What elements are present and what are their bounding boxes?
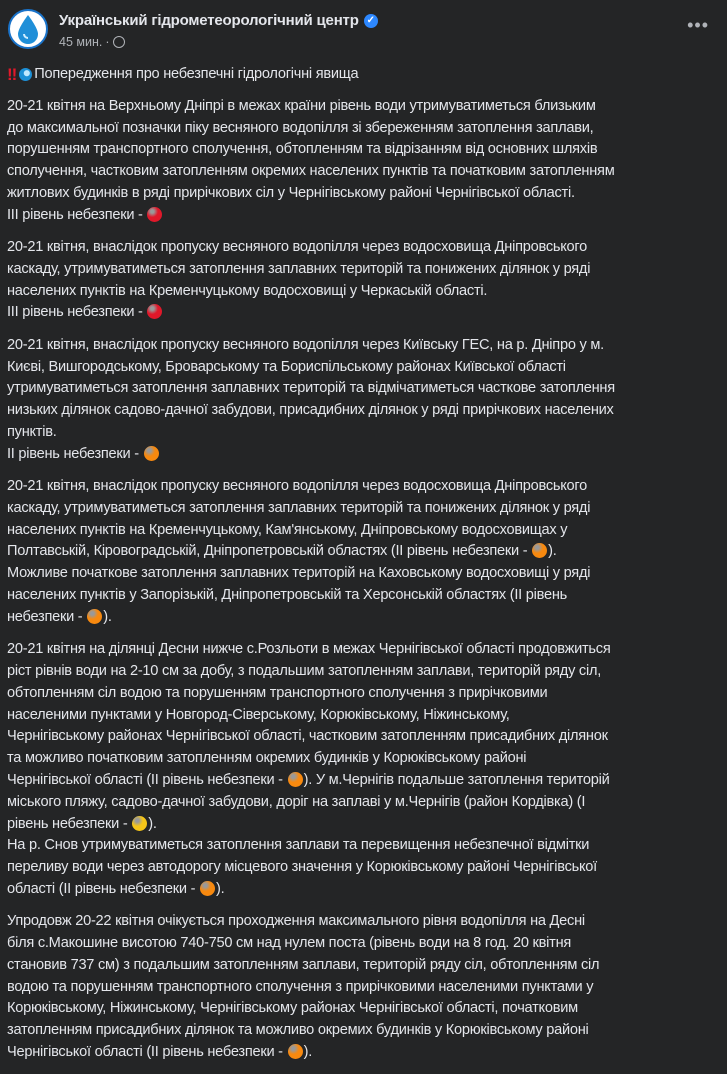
text-line	[7, 400, 722, 422]
text-segment: та можливо початковим затопленням окремих будинків у Корюківському районі	[7, 750, 527, 767]
post-paragraphs	[7, 96, 722, 1064]
red-circle-icon	[147, 304, 162, 319]
text-segment: Упродовж 20-22 квітня очікується проходження максимального рівня водопілля на Десні	[7, 913, 585, 930]
text-line	[7, 879, 722, 901]
text-line	[7, 520, 722, 542]
text-segment: Чернігівському районах Чернігівської області, частковим затопленням присадибних ділянок	[7, 728, 608, 745]
text-line	[7, 911, 722, 933]
text-segment: каскаду, утримуватиметься затоплення заплавних територій та понижених ділянок у ряді	[7, 499, 591, 516]
text-segment: ріст рівнів води на 2-10 см за добу, з подальшим затопленням заплави, територій ряду сіл,	[7, 662, 602, 679]
text-line	[7, 607, 722, 629]
text-segment: області (ІІ рівень небезпеки -	[7, 880, 200, 897]
text-line	[7, 998, 722, 1020]
text-segment: 20-21 квітня, внаслідок пропуску весняного водопілля через водосховища Дніпровського	[7, 478, 588, 495]
text-line	[7, 378, 722, 400]
text-segment: становив 737 см) з подальшим затопленням заплави, територій ряду сіл, обтопленням сіл	[7, 956, 600, 973]
text-segment: населених пунктів на Кременчуцькому, Кам'янському, Дніпровському водосховищах у	[7, 521, 568, 538]
globe-icon	[113, 36, 125, 48]
text-line	[7, 748, 722, 770]
text-segment: низьких ділянок садово-дачної забудови, присадибних ділянок у ряді прирічкових населених	[7, 402, 614, 419]
text-segment: На р. Снов утримуватиметься затоплення заплави та перевищення небезпечної відмітки	[7, 837, 590, 854]
text-line	[7, 498, 722, 520]
text-line	[7, 1020, 722, 1042]
text-line	[7, 977, 722, 999]
text-line	[7, 335, 722, 357]
text-segment: утримуватиметься затоплення заплавних територій та відмічатиметься часткове затоплення	[7, 380, 615, 397]
text-segment: рівень небезпеки -	[7, 815, 132, 832]
text-line	[7, 118, 722, 140]
text-line	[7, 205, 722, 227]
orange-circle-icon	[532, 543, 547, 558]
text-segment: Києві, Вишгородському, Броварському та Бориспільському районах Київської області	[7, 358, 566, 375]
text-line	[7, 302, 722, 324]
text-line	[7, 139, 722, 161]
page-avatar[interactable]	[8, 9, 48, 49]
text-segment: Чернігівської області (ІІ рівень небезпеки -	[7, 1043, 287, 1060]
text-line	[7, 705, 722, 727]
text-line	[7, 835, 722, 857]
text-segment: ).	[148, 815, 157, 832]
post-body	[7, 64, 722, 1074]
text-segment: затопленням присадибних ділянок та можливо окремих будинків у Корюківському районі	[7, 1022, 589, 1039]
text-line	[7, 661, 722, 683]
text-line	[7, 585, 722, 607]
warning-paragraph	[7, 237, 722, 324]
text-segment: 20-21 квітня на ділянці Десни нижче с.Розльоти в межах Чернігівської області продовжиться	[7, 641, 611, 658]
orange-circle-icon	[288, 772, 303, 787]
text-segment: ).	[303, 1043, 313, 1060]
orange-circle-icon	[288, 1044, 303, 1059]
text-line	[7, 814, 722, 836]
text-segment: населених пунктів на Кременчуцькому водосховищі у Черкаській області.	[7, 282, 488, 299]
text-segment: водою та порушенням транспортного сполучення з прирічковими населеними пунктами у	[7, 978, 594, 995]
text-segment: пунктів.	[7, 423, 57, 440]
orange-circle-icon	[200, 881, 215, 896]
text-line	[7, 770, 722, 792]
orange-circle-icon	[87, 609, 102, 624]
water-wave-icon	[19, 68, 32, 81]
red-circle-icon	[147, 207, 162, 222]
text-segment: Можливе початкове затоплення заплавних територій на Каховському водосховищі у ряді	[7, 565, 591, 582]
text-line	[7, 639, 722, 661]
text-line	[7, 422, 722, 444]
meta-separator: ·	[105, 35, 110, 49]
text-segment: ІІІ рівень небезпеки -	[7, 206, 147, 223]
text-segment: 20-21 квітня, внаслідок пропуску весняного водопілля через водосховища Дніпровського	[7, 239, 588, 256]
text-segment: ІІ рівень небезпеки -	[7, 445, 143, 462]
warning-paragraph	[7, 476, 722, 629]
text-line	[7, 541, 722, 563]
text-segment: населеними пунктами у Новгород-Сіверському, Корюківському, Ніжинському,	[7, 706, 510, 723]
text-segment: сполучення, частковим затопленням окремих населених пунктів та початковим затопленням	[7, 163, 615, 180]
text-line	[7, 726, 722, 748]
more-options-button[interactable]: •••	[687, 15, 709, 35]
text-segment: 20-21 квітня на Верхньому Дніпрі в межах країни рівень води утримуватиметься близьким	[7, 97, 596, 114]
text-segment: населених пунктів у Запорізькій, Дніпропетровській та Херсонській областях (ІІ рівень	[7, 587, 567, 604]
post-title	[7, 64, 722, 86]
text-line	[7, 357, 722, 379]
text-line	[7, 933, 722, 955]
warning-paragraph	[7, 335, 722, 466]
text-segment: обтопленням сіл водою та порушенням транспортного сполучення з прирічковими	[7, 684, 548, 701]
page-name-link[interactable]	[59, 12, 378, 29]
text-segment: Полтавській, Кіровоградській, Дніпропетровській областях (ІІ рівень небезпеки -	[7, 543, 532, 560]
text-line	[7, 683, 722, 705]
text-line	[7, 857, 722, 879]
text-line	[7, 955, 722, 977]
text-line	[7, 161, 722, 183]
post-meta	[59, 35, 125, 49]
text-segment: ). У м.Чернігів подальше затоплення територій	[303, 771, 610, 788]
text-segment: ).	[103, 608, 112, 625]
text-line	[7, 281, 722, 303]
post-header	[0, 0, 727, 62]
post-title-text: Попередження про небезпечні гідрологічні явища	[34, 66, 359, 82]
orange-circle-icon	[144, 446, 159, 461]
post-time[interactable]: 45 мин.	[59, 35, 103, 49]
text-segment: міського пляжу, садово-дачної забудови, доріг на заплаві у м.Чернігів (район Кордівка) (І	[7, 793, 586, 810]
water-drop-logo-icon	[15, 14, 41, 44]
text-segment: каскаду, утримуватиметься затоплення заплавних територій та понижених ділянок у ряді	[7, 260, 591, 277]
text-segment: до максимальної позначки піку весняного водопілля зі збереженням затоплення заплави,	[7, 119, 594, 136]
text-line	[7, 259, 722, 281]
text-line	[7, 563, 722, 585]
text-segment: житлових будинків в ряді прирічкових сіл у Чернігівському районі Чернігівської області.	[7, 184, 575, 201]
text-segment: біля с.Макошине висотою 740-750 см над нулем поста (рівень води на 8 год. 20 квітня	[7, 934, 572, 951]
text-segment: 20-21 квітня, внаслідок пропуску весняного водопілля через Київську ГЕС, на р. Дніпро у м.	[7, 336, 604, 353]
verified-badge-icon: ✓	[364, 14, 378, 28]
text-line	[7, 237, 722, 259]
text-line	[7, 96, 722, 118]
yellow-circle-icon	[132, 816, 147, 831]
text-segment: порушенням транспортного сполучення, обтопленням та відрізанням від основних шляхів	[7, 141, 598, 158]
text-line	[7, 476, 722, 498]
text-segment: ).	[216, 880, 225, 897]
text-line	[7, 792, 722, 814]
warning-paragraph	[7, 639, 722, 901]
text-segment: Корюківському, Ніжинському, Чернігівському районах Чернігівської області, початковим	[7, 1000, 578, 1017]
double-exclamation-icon: ‼	[7, 65, 16, 84]
text-segment: небезпеки -	[7, 608, 87, 625]
text-line	[7, 1042, 722, 1064]
text-segment: ІІІ рівень небезпеки -	[7, 304, 147, 321]
warning-paragraph	[7, 911, 722, 1064]
warning-paragraph	[7, 96, 722, 227]
text-line	[7, 183, 722, 205]
text-line	[7, 444, 722, 466]
page-name: Український гідрометеорологічний центр	[59, 12, 359, 29]
text-segment: переливу води через автодорогу місцевого значення у Корюківському районі Чернігівської	[7, 859, 597, 876]
text-segment: Чернігівської області (ІІ рівень небезпеки -	[7, 771, 287, 788]
text-segment: ).	[548, 543, 557, 560]
